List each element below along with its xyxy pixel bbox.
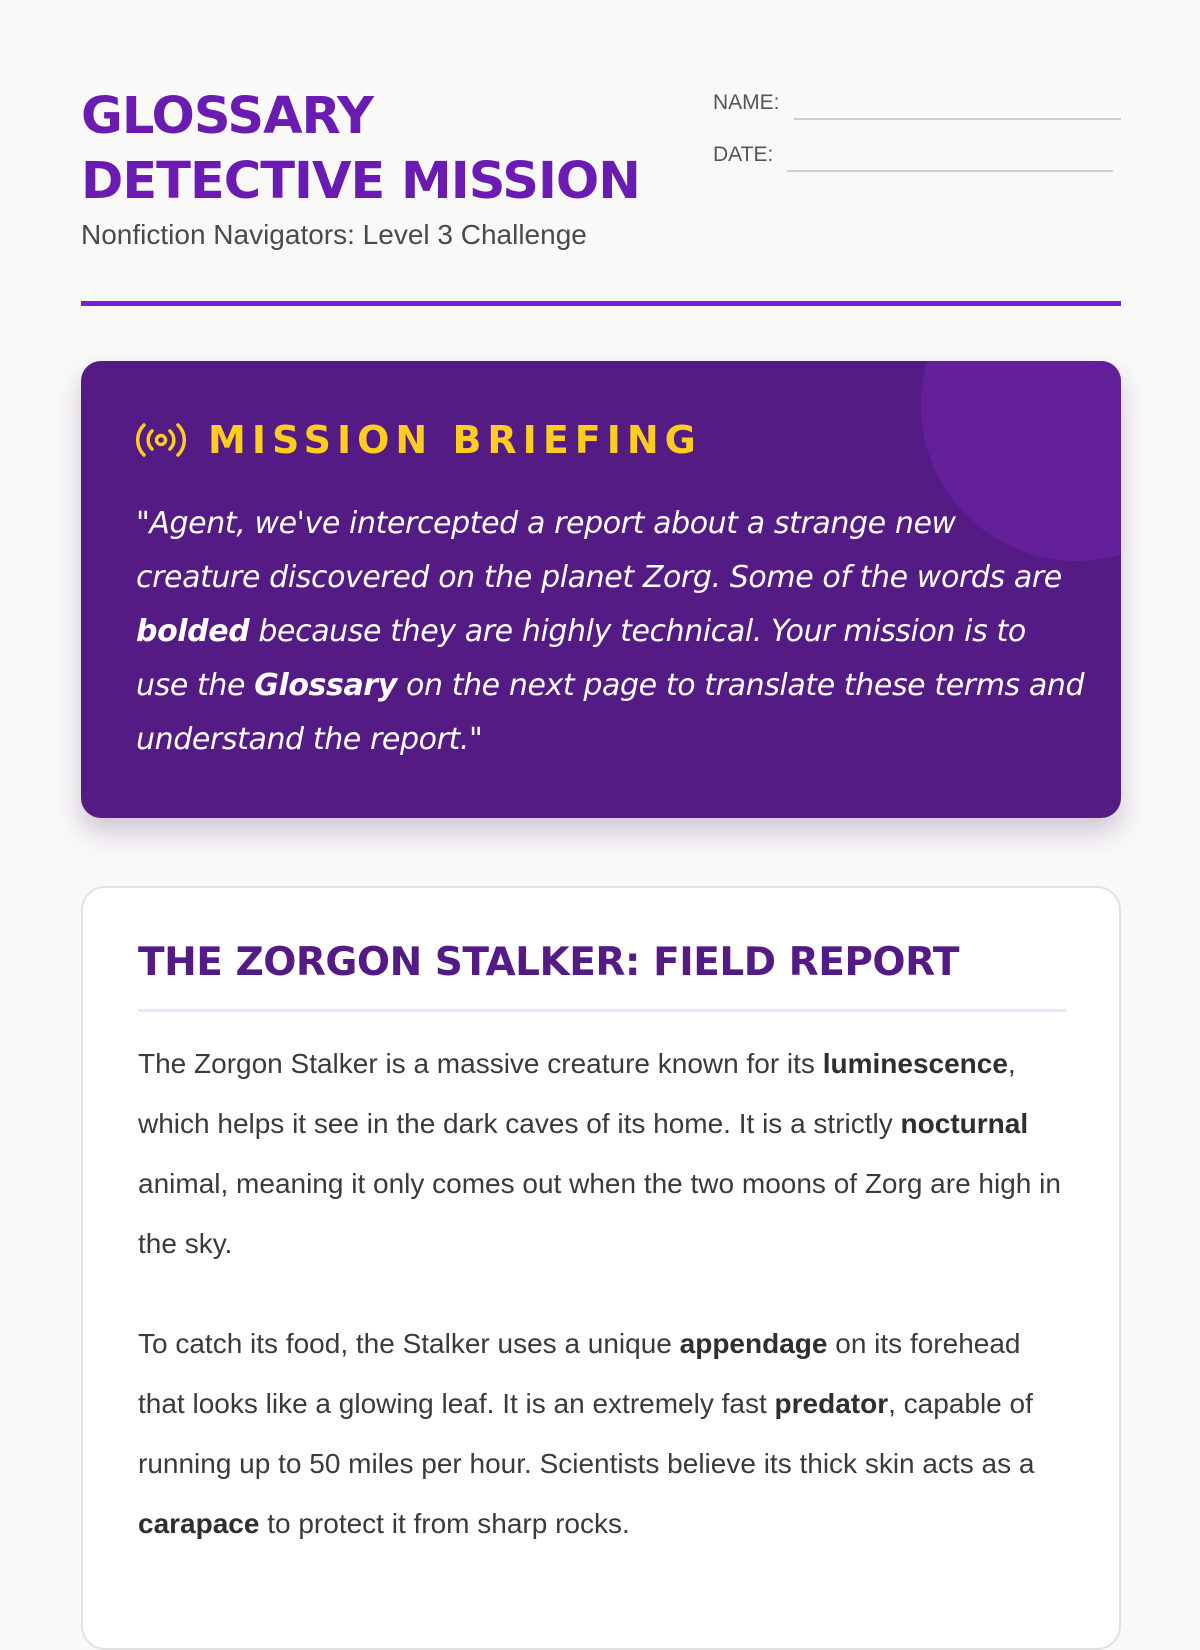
glossary-term-appendage: appendage (679, 1328, 828, 1359)
glossary-term-carapace: carapace (138, 1508, 260, 1539)
worksheet-page (81, 0, 1121, 1539)
mission-briefing-card (81, 361, 1121, 818)
date-write-line[interactable] (787, 170, 1113, 172)
name-label: NAME: (713, 91, 780, 114)
report-paragraph-1 (138, 1034, 1073, 1274)
radio-broadcast-icon (136, 420, 186, 460)
header-divider (81, 301, 1121, 306)
briefing-text-part: "Agent, we've intercepted a report about a strange new creature discovered on the planet Zorg. Some of the words are (136, 506, 1062, 595)
report-title: THE ZORGON STALKER: FIELD REPORT (138, 940, 959, 985)
date-field (713, 134, 1121, 170)
report-text: , which helps it see in the dark caves of its home. It is a strictly (138, 1048, 1016, 1139)
briefing-text-part: on the next page to translate these terms and understand the report." (136, 668, 1085, 757)
glossary-term-nocturnal: nocturnal (900, 1108, 1029, 1139)
title-line-1: GLOSSARY (81, 87, 373, 146)
glossary-term-predator: predator (774, 1388, 889, 1419)
briefing-text (136, 497, 1086, 767)
briefing-text-part: because they are highly technical. Your mission is to use the (136, 614, 1026, 703)
name-field (713, 82, 1121, 118)
report-text: To catch its food, the Stalker uses a unique (138, 1328, 680, 1359)
worksheet-header (81, 0, 1121, 306)
briefing-heading (136, 418, 702, 462)
report-text: , capable of running up to 50 miles per hour. Scientists believe its thick skin acts as a (138, 1388, 1035, 1479)
title-line-2: DETECTIVE MISSION (81, 152, 640, 211)
report-paragraph-2 (138, 1314, 1073, 1554)
page-title (81, 84, 640, 214)
report-text: on its forehead that looks like a glowing leaf. It is an extremely fast (138, 1328, 1021, 1419)
date-label: DATE: (713, 143, 774, 166)
briefing-title: MISSION BRIEFING (208, 418, 702, 462)
report-text: animal, meaning it only comes out when the two moons of Zorg are high in the sky. (138, 1168, 1061, 1259)
page-subtitle: Nonfiction Navigators: Level 3 Challenge (81, 219, 587, 250)
bold-term-bolded: bolded (136, 614, 250, 649)
bold-term-glossary: Glossary (254, 668, 397, 703)
report-text: The Zorgon Stalker is a massive creature known for its (138, 1048, 823, 1079)
glossary-term-luminescence: luminescence (822, 1048, 1008, 1079)
student-info-fields (713, 82, 1121, 186)
field-report-card (81, 886, 1121, 1650)
report-divider (138, 1009, 1066, 1012)
name-write-line[interactable] (794, 118, 1121, 120)
report-text: to protect it from sharp rocks. (259, 1508, 630, 1539)
